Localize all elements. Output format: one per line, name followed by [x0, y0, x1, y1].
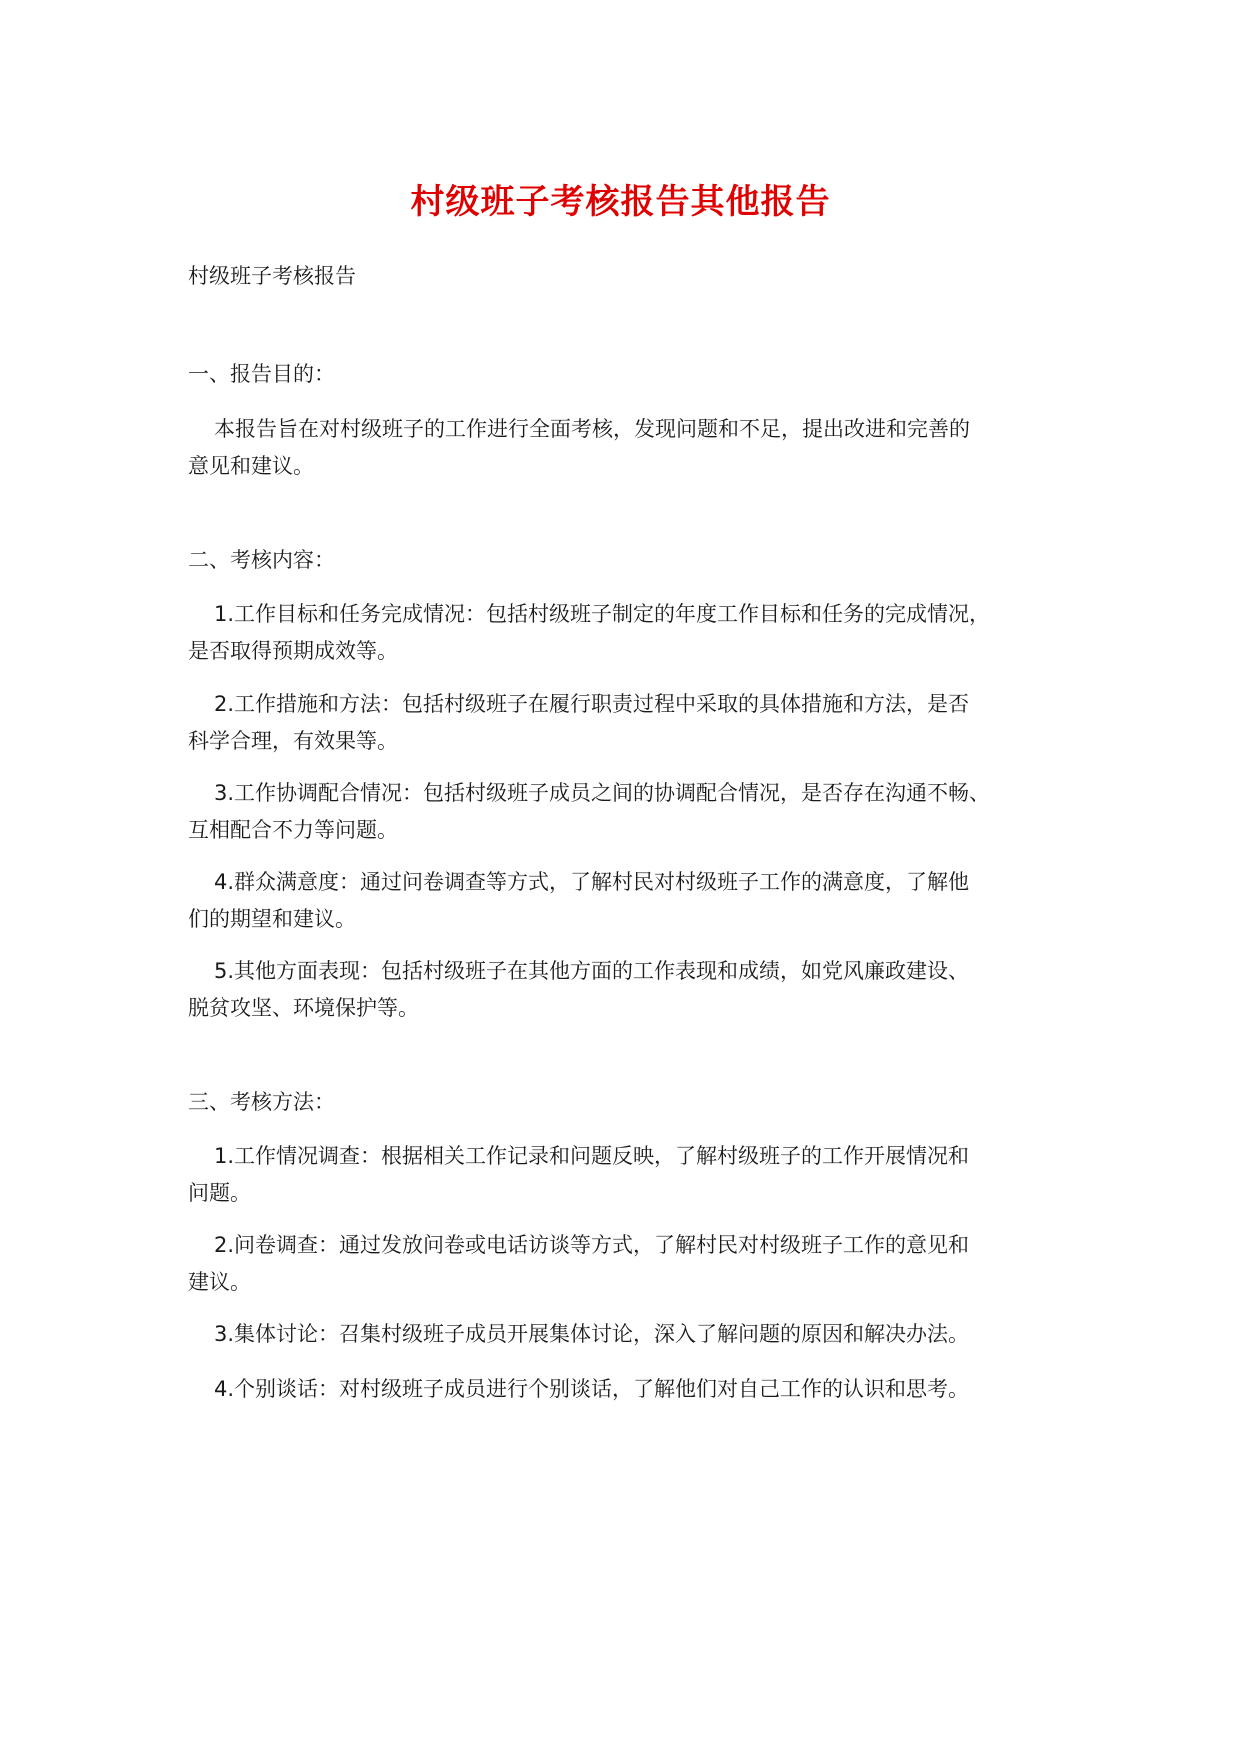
list-item-line: 3.集体讨论：召集村级班子成员开展集体讨论，深入了解问题的原因和解决办法。 [214, 1322, 970, 1346]
list-item-line: 科学合理，有效果等。 [188, 729, 398, 753]
list-item-line: 3.工作协调配合情况：包括村级班子成员之间的协调配合情况，是否存在沟通不畅、 [214, 781, 991, 805]
paragraph-line: 本报告旨在对村级班子的工作进行全面考核，发现问题和不足，提出改进和完善的 [214, 417, 970, 441]
document-title: 村级班子考核报告其他报告 [410, 182, 831, 222]
list-item-line: 建议。 [188, 1270, 251, 1294]
list-item-line: 脱贫攻坚、环境保护等。 [188, 996, 419, 1020]
list-item-line: 互相配合不力等问题。 [188, 818, 398, 842]
list-item-line: 1.工作情况调查：根据相关工作记录和问题反映，了解村级班子的工作开展情况和 [214, 1144, 970, 1168]
document-subtitle: 村级班子考核报告 [188, 264, 356, 288]
section-heading-method: 三、考核方法： [188, 1090, 335, 1114]
list-item-line: 2.问卷调查：通过发放问卷或电话访谈等方式，了解村民对村级班子工作的意见和 [214, 1233, 970, 1257]
list-item-line: 4.个别谈话：对村级班子成员进行个别谈话，了解他们对自己工作的认识和思考。 [214, 1377, 970, 1401]
paragraph-line: 意见和建议。 [188, 454, 314, 478]
list-item-line: 1.工作目标和任务完成情况：包括村级班子制定的年度工作目标和任务的完成情况， [214, 602, 991, 626]
list-item-line: 问题。 [188, 1181, 251, 1205]
list-item-line: 5.其他方面表现：包括村级班子在其他方面的工作表现和成绩，如党风廉政建设、 [214, 959, 970, 983]
section-heading-content: 二、考核内容： [188, 548, 335, 572]
list-item-line: 是否取得预期成效等。 [188, 639, 398, 663]
list-item-line: 们的期望和建议。 [188, 907, 356, 931]
list-item-line: 4.群众满意度：通过问卷调查等方式，了解村民对村级班子工作的满意度，了解他 [214, 870, 970, 894]
section-heading-purpose: 一、报告目的： [188, 362, 335, 386]
list-item-line: 2.工作措施和方法：包括村级班子在履行职责过程中采取的具体措施和方法，是否 [214, 692, 970, 716]
